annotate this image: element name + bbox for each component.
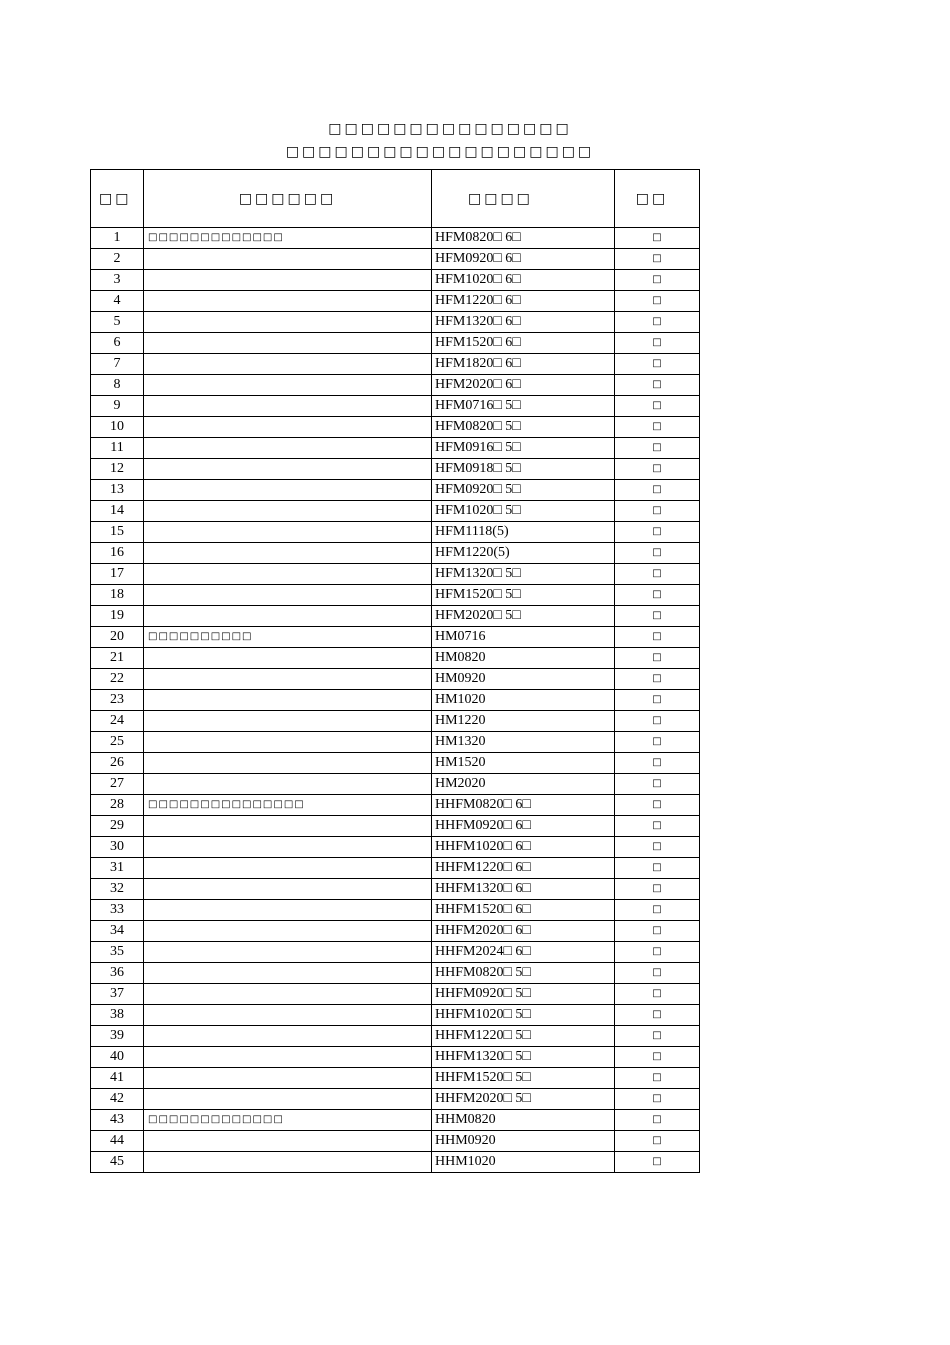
row-model: HFM1118(5): [432, 522, 615, 543]
row-name: [144, 669, 432, 690]
row-model: HM0820: [432, 648, 615, 669]
row-model: HFM1320□ 5□: [432, 564, 615, 585]
row-no: 23: [91, 690, 144, 711]
header-name: □□□□□□: [144, 170, 432, 228]
row-no: 26: [91, 753, 144, 774]
row-name: [144, 816, 432, 837]
table-row: [91, 291, 700, 312]
row-model: HHFM2024□ 6□: [432, 942, 615, 963]
row-name: [144, 417, 432, 438]
row-no: 17: [91, 564, 144, 585]
row-no: 16: [91, 543, 144, 564]
row-model: HFM2020□ 6□: [432, 375, 615, 396]
row-no: 29: [91, 816, 144, 837]
row-no: 44: [91, 1131, 144, 1152]
row-no: 18: [91, 585, 144, 606]
row-no: 13: [91, 480, 144, 501]
row-unit: □: [615, 795, 700, 816]
table-row: [91, 438, 700, 459]
row-model: HFM2020□ 5□: [432, 606, 615, 627]
row-model: HFM1520□ 6□: [432, 333, 615, 354]
row-model: HFM1220□ 6□: [432, 291, 615, 312]
row-no: 10: [91, 417, 144, 438]
row-unit: □: [615, 501, 700, 522]
row-name: [144, 564, 432, 585]
row-name: [144, 879, 432, 900]
row-no: 15: [91, 522, 144, 543]
row-model: HHM1020: [432, 1152, 615, 1173]
table-row: [91, 984, 700, 1005]
row-unit: □: [615, 921, 700, 942]
row-name: [144, 501, 432, 522]
table-row: [91, 711, 700, 732]
row-unit: □: [615, 837, 700, 858]
row-no: 21: [91, 648, 144, 669]
row-name: [144, 774, 432, 795]
row-no: 27: [91, 774, 144, 795]
row-name: [144, 711, 432, 732]
row-unit: □: [615, 669, 700, 690]
row-no: 30: [91, 837, 144, 858]
row-model: HM1220: [432, 711, 615, 732]
row-name: [144, 921, 432, 942]
row-unit: □: [615, 606, 700, 627]
row-unit: □: [615, 333, 700, 354]
row-model: HHFM1320□ 5□: [432, 1047, 615, 1068]
table-row: [91, 501, 700, 522]
row-name: [144, 1089, 432, 1110]
row-model: HM0716: [432, 627, 615, 648]
row-name: [144, 942, 432, 963]
row-name: [144, 900, 432, 921]
table-row: [91, 1131, 700, 1152]
row-unit: □: [615, 858, 700, 879]
row-name: [144, 438, 432, 459]
row-no: 7: [91, 354, 144, 375]
row-name: [144, 732, 432, 753]
row-no: 12: [91, 459, 144, 480]
row-no: 11: [91, 438, 144, 459]
table-row: [91, 963, 700, 984]
row-model: HFM0920□ 6□: [432, 249, 615, 270]
row-no: 37: [91, 984, 144, 1005]
table-row: [91, 522, 700, 543]
row-model: HHM0920: [432, 1131, 615, 1152]
row-no: 40: [91, 1047, 144, 1068]
table-row: [91, 858, 700, 879]
table-row: [91, 312, 700, 333]
row-unit: □: [615, 879, 700, 900]
row-no: 31: [91, 858, 144, 879]
table-row: [91, 270, 700, 291]
row-name: [144, 858, 432, 879]
table-row: [91, 753, 700, 774]
table-row: [91, 795, 700, 816]
row-no: 3: [91, 270, 144, 291]
row-unit: □: [615, 228, 700, 249]
table-row: [91, 228, 700, 249]
row-name: [144, 270, 432, 291]
table-row: [91, 900, 700, 921]
table-row: [91, 1047, 700, 1068]
row-name: [144, 1026, 432, 1047]
table-row: [91, 816, 700, 837]
row-unit: □: [615, 774, 700, 795]
table-row: [91, 249, 700, 270]
row-no: 28: [91, 795, 144, 816]
row-unit: □: [615, 312, 700, 333]
table-row: [91, 879, 700, 900]
row-unit: □: [615, 543, 700, 564]
table-row: [91, 1005, 700, 1026]
row-no: 8: [91, 375, 144, 396]
row-unit: □: [615, 1047, 700, 1068]
table-row: [91, 690, 700, 711]
row-no: 33: [91, 900, 144, 921]
header-unit: □□: [615, 170, 700, 228]
row-model: HHFM1220□ 6□: [432, 858, 615, 879]
row-name: [144, 543, 432, 564]
row-no: 42: [91, 1089, 144, 1110]
row-model: HFM1520□ 5□: [432, 585, 615, 606]
table-row: [91, 1089, 700, 1110]
row-unit: □: [615, 585, 700, 606]
table-row: [91, 1026, 700, 1047]
row-name: [144, 291, 432, 312]
row-no: 2: [91, 249, 144, 270]
table-row: [91, 417, 700, 438]
row-name: [144, 690, 432, 711]
row-unit: □: [615, 984, 700, 1005]
row-model: HFM1320□ 6□: [432, 312, 615, 333]
header-no: □□: [91, 170, 144, 228]
row-unit: □: [615, 1152, 700, 1173]
row-unit: □: [615, 417, 700, 438]
row-no: 24: [91, 711, 144, 732]
row-unit: □: [615, 1110, 700, 1131]
row-model: HHFM0920□ 5□: [432, 984, 615, 1005]
row-name: [144, 312, 432, 333]
row-name: □□□□□□□□□□□□□: [144, 228, 432, 249]
row-model: HHFM1520□ 6□: [432, 900, 615, 921]
row-unit: □: [615, 459, 700, 480]
row-unit: □: [615, 480, 700, 501]
row-model: HFM0920□ 5□: [432, 480, 615, 501]
row-unit: □: [615, 1131, 700, 1152]
table-row: [91, 375, 700, 396]
row-name: [144, 375, 432, 396]
row-model: HM2020: [432, 774, 615, 795]
row-name: [144, 1068, 432, 1089]
row-model: HHFM1020□ 6□: [432, 837, 615, 858]
row-unit: □: [615, 1089, 700, 1110]
row-model: HHFM0820□ 5□: [432, 963, 615, 984]
row-model: HM1320: [432, 732, 615, 753]
table-row: [91, 732, 700, 753]
row-model: HHFM2020□ 6□: [432, 921, 615, 942]
row-name: □□□□□□□□□□: [144, 627, 432, 648]
row-name: [144, 522, 432, 543]
row-model: HM0920: [432, 669, 615, 690]
row-unit: □: [615, 291, 700, 312]
row-unit: □: [615, 396, 700, 417]
row-no: 32: [91, 879, 144, 900]
row-name: [144, 648, 432, 669]
row-model: HFM1820□ 6□: [432, 354, 615, 375]
row-unit: □: [615, 354, 700, 375]
row-no: 22: [91, 669, 144, 690]
row-name: [144, 1047, 432, 1068]
row-no: 45: [91, 1152, 144, 1173]
row-no: 19: [91, 606, 144, 627]
table-row: [91, 459, 700, 480]
row-unit: □: [615, 963, 700, 984]
row-no: 14: [91, 501, 144, 522]
table-row: [91, 921, 700, 942]
table-row: [91, 543, 700, 564]
row-unit: □: [615, 732, 700, 753]
row-model: HHFM0820□ 6□: [432, 795, 615, 816]
row-no: 20: [91, 627, 144, 648]
row-unit: □: [615, 648, 700, 669]
table-row: [91, 1068, 700, 1089]
table-row: [91, 669, 700, 690]
document-title: □□□□□□□□□□□□□□□: [328, 121, 572, 137]
row-no: 6: [91, 333, 144, 354]
row-model: HFM1220(5): [432, 543, 615, 564]
document-subtitle: □□□□□□□□□□□□□□□□□□□: [285, 144, 595, 160]
product-table: [90, 169, 700, 1173]
row-unit: □: [615, 1026, 700, 1047]
row-unit: □: [615, 249, 700, 270]
table-row: [91, 333, 700, 354]
row-name: [144, 585, 432, 606]
row-no: 4: [91, 291, 144, 312]
row-unit: □: [615, 690, 700, 711]
row-unit: □: [615, 1068, 700, 1089]
row-model: HFM0918□ 5□: [432, 459, 615, 480]
row-model: HHM0820: [432, 1110, 615, 1131]
row-unit: □: [615, 522, 700, 543]
row-model: HFM0916□ 5□: [432, 438, 615, 459]
row-unit: □: [615, 711, 700, 732]
table-row: [91, 942, 700, 963]
row-unit: □: [615, 816, 700, 837]
row-model: HFM1020□ 6□: [432, 270, 615, 291]
row-no: 35: [91, 942, 144, 963]
row-name: [144, 984, 432, 1005]
row-name: □□□□□□□□□□□□□: [144, 1110, 432, 1131]
table-row: [91, 354, 700, 375]
table-row: [91, 837, 700, 858]
row-no: 1: [91, 228, 144, 249]
row-name: [144, 480, 432, 501]
table-row: [91, 648, 700, 669]
table-row: [91, 480, 700, 501]
row-model: HHFM1320□ 6□: [432, 879, 615, 900]
row-name: [144, 1131, 432, 1152]
row-unit: □: [615, 627, 700, 648]
table-row: [91, 774, 700, 795]
row-name: [144, 333, 432, 354]
row-no: 9: [91, 396, 144, 417]
row-name: [144, 1005, 432, 1026]
row-model: HFM1020□ 5□: [432, 501, 615, 522]
row-name: [144, 963, 432, 984]
row-unit: □: [615, 270, 700, 291]
row-model: HFM0820□ 6□: [432, 228, 615, 249]
row-unit: □: [615, 375, 700, 396]
row-no: 36: [91, 963, 144, 984]
row-model: HHFM1520□ 5□: [432, 1068, 615, 1089]
row-unit: □: [615, 900, 700, 921]
row-no: 34: [91, 921, 144, 942]
table-row: [91, 606, 700, 627]
row-unit: □: [615, 753, 700, 774]
row-model: HHFM1020□ 5□: [432, 1005, 615, 1026]
row-model: HFM0716□ 5□: [432, 396, 615, 417]
table-row: [91, 1152, 700, 1173]
row-unit: □: [615, 942, 700, 963]
row-unit: □: [615, 1005, 700, 1026]
row-name: [144, 1152, 432, 1173]
row-no: 5: [91, 312, 144, 333]
table-row: [91, 564, 700, 585]
row-model: HM1020: [432, 690, 615, 711]
row-model: HHFM0920□ 6□: [432, 816, 615, 837]
row-model: HHFM1220□ 5□: [432, 1026, 615, 1047]
table-row: [91, 627, 700, 648]
row-no: 38: [91, 1005, 144, 1026]
table-header-row: [91, 170, 700, 228]
row-name: [144, 354, 432, 375]
row-name: [144, 837, 432, 858]
row-name: [144, 249, 432, 270]
row-unit: □: [615, 438, 700, 459]
row-name: □□□□□□□□□□□□□□□: [144, 795, 432, 816]
row-name: [144, 606, 432, 627]
row-no: 25: [91, 732, 144, 753]
row-model: HFM0820□ 5□: [432, 417, 615, 438]
row-model: HHFM2020□ 5□: [432, 1089, 615, 1110]
row-name: [144, 396, 432, 417]
row-no: 43: [91, 1110, 144, 1131]
table-row: [91, 396, 700, 417]
row-name: [144, 753, 432, 774]
table-row: [91, 585, 700, 606]
table-row: [91, 1110, 700, 1131]
row-model: HM1520: [432, 753, 615, 774]
row-name: [144, 459, 432, 480]
row-unit: □: [615, 564, 700, 585]
row-no: 39: [91, 1026, 144, 1047]
row-no: 41: [91, 1068, 144, 1089]
header-model: □□□□: [432, 170, 615, 228]
